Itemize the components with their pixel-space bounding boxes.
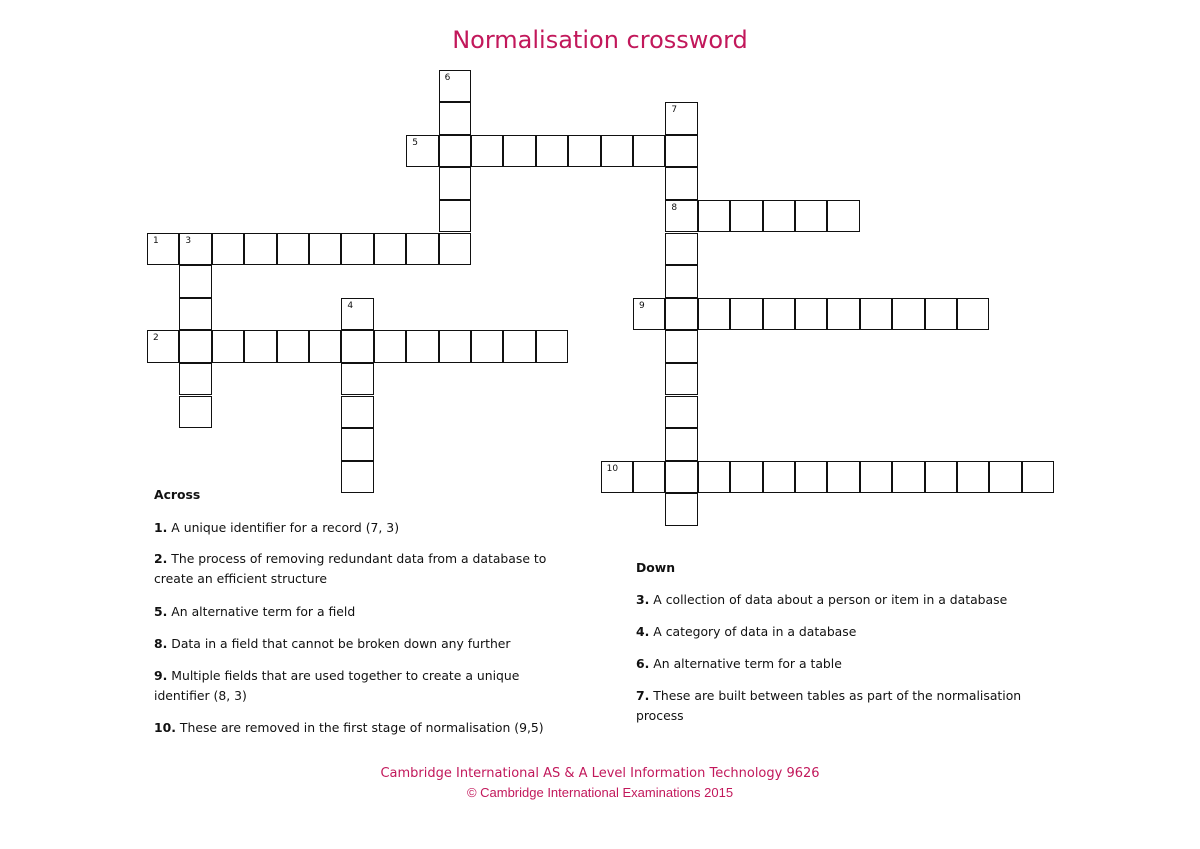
crossword-cell[interactable] [730,200,762,233]
crossword-cell[interactable] [471,330,503,363]
crossword-cell[interactable] [860,461,892,494]
crossword-cell[interactable] [147,233,179,266]
footer-copyright: © Cambridge International Examinations 2015 [466,785,734,800]
crossword-cell[interactable] [925,461,957,494]
crossword-cell[interactable] [925,298,957,331]
clue-text: A category of data in a database [653,624,857,639]
crossword-cell[interactable] [179,233,211,266]
crossword-cell[interactable] [730,298,762,331]
crossword-cell[interactable] [179,298,211,331]
crossword-cell[interactable] [665,363,697,396]
crossword-cell[interactable] [309,233,341,266]
clue-number-label: 7 [671,105,678,116]
clue-number-label: 8 [671,202,678,213]
clue-number-label: 2 [153,333,159,344]
crossword-cell[interactable] [439,330,471,363]
crossword-cell[interactable] [665,493,697,526]
crossword-cell[interactable] [763,298,795,331]
clue-across-1 [154,518,574,538]
crossword-cell[interactable] [341,330,373,363]
clue-number: 6. [636,656,650,671]
down-heading: Down [636,560,676,575]
clue-across-8 [154,634,574,654]
crossword-cell[interactable] [341,396,373,429]
clue-text: An alternative term for a table [653,656,842,671]
crossword-cell[interactable] [957,298,989,331]
crossword-cell[interactable] [406,330,438,363]
crossword-cell[interactable] [147,330,179,363]
crossword-cell[interactable] [763,461,795,494]
footer-course: Cambridge International AS & A Level Information Technology 9626 [380,766,820,781]
crossword-cell[interactable] [536,330,568,363]
crossword-cell[interactable] [179,396,211,429]
crossword-cell[interactable] [795,298,827,331]
crossword-cell[interactable] [795,461,827,494]
footer [0,764,1200,802]
clue-number: 3. [636,592,650,607]
crossword-cell[interactable] [633,298,665,331]
crossword-cell[interactable] [827,200,859,233]
crossword-cell[interactable] [471,135,503,168]
clue-down-7 [636,686,1036,726]
crossword-cell[interactable] [341,428,373,461]
crossword-cell[interactable] [374,233,406,266]
crossword-cell[interactable] [374,330,406,363]
crossword-cell[interactable] [439,233,471,266]
crossword-cell[interactable] [665,461,697,494]
crossword-cell[interactable] [665,298,697,331]
crossword-cell[interactable] [795,200,827,233]
across-heading: Across [154,487,201,502]
crossword-cell[interactable] [277,233,309,266]
crossword-cell[interactable] [503,135,535,168]
crossword-cell[interactable] [698,461,730,494]
crossword-cell[interactable] [536,135,568,168]
page-title: Normalisation crossword [452,26,748,54]
crossword-cell[interactable] [665,330,697,363]
clue-down-4 [636,622,1076,642]
clue-text: These are built between tables as part of the normalisation process [636,688,1022,723]
crossword-cell[interactable] [892,461,924,494]
clue-number-label: 1 [153,235,159,246]
crossword-cell[interactable] [698,200,730,233]
clue-text: These are removed in the first stage of normalisation (9,5) [179,720,544,735]
crossword-cell[interactable] [406,135,438,168]
crossword-cell[interactable] [601,135,633,168]
crossword-cell[interactable] [439,102,471,135]
clue-across-9 [154,666,554,706]
crossword-cell[interactable] [860,298,892,331]
crossword-cell[interactable] [665,428,697,461]
crossword-cell[interactable] [665,396,697,429]
crossword-cell[interactable] [892,298,924,331]
crossword-cell[interactable] [439,135,471,168]
crossword-cell[interactable] [341,461,373,494]
crossword-cell[interactable] [341,298,373,331]
clue-across-5 [154,602,574,622]
crossword-cell[interactable] [1022,461,1054,494]
crossword-cell[interactable] [633,135,665,168]
clue-number: 9. [154,668,168,683]
crossword-cell[interactable] [179,265,211,298]
crossword-cell[interactable] [698,298,730,331]
clue-number-label: 6 [444,72,451,83]
crossword-cell[interactable] [212,233,244,266]
clue-number-label: 5 [412,137,418,148]
crossword-cell[interactable] [957,461,989,494]
crossword-cell[interactable] [989,461,1021,494]
crossword-cell[interactable] [277,330,309,363]
crossword-cell[interactable] [341,233,373,266]
clue-number: 7. [636,688,650,703]
crossword-cell[interactable] [439,70,471,103]
crossword-cell[interactable] [179,363,211,396]
crossword-cell[interactable] [827,461,859,494]
clue-text: Multiple fields that are used together to create a unique identifier (8, 3) [154,668,520,703]
clue-number: 2. [154,551,168,566]
crossword-cell[interactable] [406,233,438,266]
clue-text: An alternative term for a field [171,604,356,619]
clue-across-2 [154,549,554,589]
crossword-cell[interactable] [309,330,341,363]
clue-down-3 [636,590,1076,610]
crossword-cell[interactable] [730,461,762,494]
crossword-cell[interactable] [665,102,697,135]
crossword-cell[interactable] [763,200,795,233]
crossword-cell[interactable] [341,363,373,396]
crossword-cell[interactable] [244,330,276,363]
crossword-cell[interactable] [665,167,697,200]
crossword-cell[interactable] [244,233,276,266]
crossword-cell[interactable] [633,461,665,494]
clue-across-10 [154,718,574,738]
clue-text: The process of removing redundant data from a database to create an efficient structure [154,551,547,586]
clue-number: 4. [636,624,650,639]
clue-number-label: 3 [185,235,192,246]
clue-text: A collection of data about a person or item in a database [653,592,1008,607]
crossword-cell[interactable] [665,233,697,266]
crossword-cell[interactable] [503,330,535,363]
clue-number-label: 9 [639,300,645,311]
clue-number-label: 4 [347,300,354,311]
clue-text: Data in a field that cannot be broken down any further [171,636,511,651]
crossword-cell[interactable] [665,135,697,168]
crossword-cell[interactable] [439,200,471,233]
crossword-cell[interactable] [212,330,244,363]
clue-number: 8. [154,636,168,651]
clue-number-label: 10 [606,463,619,474]
clue-number: 5. [154,604,168,619]
crossword-cell[interactable] [568,135,600,168]
crossword-cell[interactable] [439,167,471,200]
crossword-cell[interactable] [665,200,697,233]
clue-number: 10. [154,720,176,735]
clue-number: 1. [154,520,168,535]
clue-text: A unique identifier for a record (7, 3) [171,520,400,535]
clue-down-6 [636,654,1076,674]
crossword-cell[interactable] [665,265,697,298]
crossword-cell[interactable] [827,298,859,331]
crossword-cell[interactable] [179,330,211,363]
